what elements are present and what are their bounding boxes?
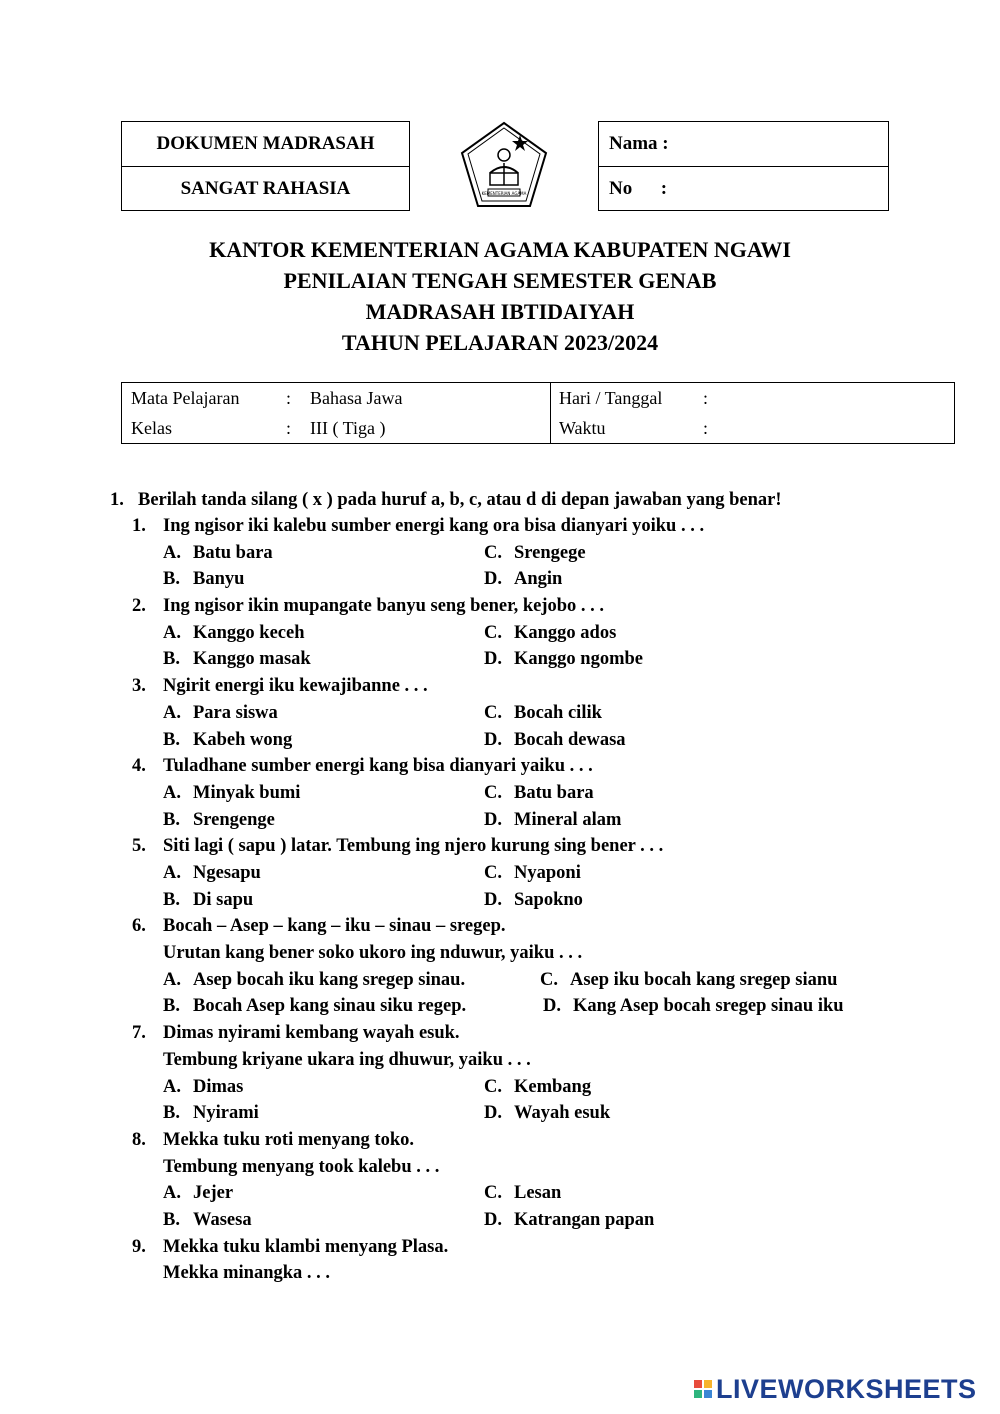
info-left-column: [122, 383, 551, 443]
instruction-text: Berilah tanda silang ( x ) pada huruf a, b, c, atau d di depan jawaban yang benar!: [138, 490, 782, 510]
option-row: [163, 1100, 892, 1127]
option-text: Nyaponi: [514, 863, 581, 884]
logo-caption: KEMENTERIAN AGAMA: [481, 191, 527, 196]
school-title: MADRASAH IBTIDAIYAH: [365, 299, 635, 324]
answer-option[interactable]: [484, 620, 616, 647]
class-colon: :: [286, 418, 292, 438]
option-letter: A.: [163, 969, 181, 990]
subject-value: Bahasa Jawa: [310, 388, 403, 408]
question-list: [132, 513, 892, 1287]
option-text: Kanggo ados: [514, 622, 617, 643]
option-letter: D.: [484, 809, 502, 830]
answer-option[interactable]: [484, 1180, 561, 1207]
answer-option[interactable]: [163, 993, 466, 1020]
answer-option[interactable]: [163, 807, 275, 834]
option-letter: C.: [484, 1076, 502, 1097]
option-text: Srengege: [514, 542, 586, 563]
answer-option[interactable]: [484, 1074, 591, 1101]
option-text: Srengenge: [193, 809, 275, 830]
option-row: [163, 860, 892, 887]
option-text: Bocah dewasa: [514, 729, 626, 750]
answer-option[interactable]: [484, 780, 594, 807]
option-text: Bocah Asep kang sinau siku regep.: [193, 996, 467, 1017]
question-item: [132, 513, 892, 593]
option-text: Asep iku bocah kang sregep sianu: [570, 969, 838, 990]
date-row: [550, 383, 954, 413]
option-text: Kang Asep bocah sregep sinau iku: [573, 996, 844, 1017]
logo-square: [704, 1390, 712, 1398]
secrecy-label: SANGAT RAHASIA: [122, 166, 409, 210]
option-letter: D.: [484, 1210, 502, 1231]
answer-option[interactable]: [163, 1180, 233, 1207]
option-letter: C.: [484, 863, 502, 884]
option-text: Banyu: [193, 569, 245, 590]
exam-title: PENILAIAN TENGAH SEMESTER GENAB: [283, 268, 717, 293]
question-text: Mekka tuku klambi menyang Plasa.: [163, 1236, 449, 1257]
option-letter: B.: [163, 809, 180, 830]
option-row: [163, 993, 892, 1020]
option-letter: A.: [163, 542, 181, 563]
option-letter: B.: [163, 649, 180, 670]
answer-options: [163, 780, 892, 833]
option-letter: A.: [163, 1076, 181, 1097]
option-letter: C.: [484, 542, 502, 563]
question-number: 5.: [132, 836, 146, 857]
answer-options: [163, 620, 892, 673]
option-text: Kanggo keceh: [193, 622, 305, 643]
option-row: [163, 1180, 892, 1207]
option-text: Di sapu: [193, 889, 254, 910]
option-text: Batu bara: [514, 782, 594, 803]
class-value: III ( Tiga ): [310, 418, 386, 438]
option-row: [163, 620, 892, 647]
answer-option[interactable]: [163, 780, 300, 807]
subject-colon: :: [286, 388, 292, 408]
ministry-emblem-logo: [460, 121, 548, 209]
option-letter: A.: [163, 702, 181, 723]
question-item: [132, 593, 892, 673]
answer-option[interactable]: [163, 620, 305, 647]
logo-square: [704, 1380, 712, 1388]
answer-option[interactable]: [484, 700, 602, 727]
class-row: [122, 413, 550, 443]
answer-option[interactable]: [484, 887, 583, 914]
answer-option[interactable]: [163, 566, 244, 593]
option-row: [163, 700, 892, 727]
year-title: TAHUN PELAJARAN 2023/2024: [341, 330, 659, 355]
subject-label: Mata Pelajaran: [131, 388, 240, 408]
info-right-column: [550, 383, 954, 443]
option-text: Bocah cilik: [514, 702, 602, 723]
option-text: Para siswa: [193, 702, 278, 723]
question-item: [132, 753, 892, 833]
answer-options: [163, 1074, 892, 1127]
option-text: Katrangan papan: [514, 1210, 655, 1231]
option-letter: A.: [163, 1183, 181, 1204]
time-row: [550, 413, 954, 443]
option-letter: B.: [163, 1103, 180, 1124]
liveworksheets-watermark: [693, 1374, 977, 1404]
question-number: 3.: [132, 676, 146, 697]
document-status-box: [121, 121, 410, 211]
option-text: Lesan: [514, 1183, 562, 1204]
option-letter: D.: [484, 1103, 502, 1124]
answer-option[interactable]: [163, 540, 273, 567]
answer-option[interactable]: [163, 967, 465, 994]
option-text: Asep bocah iku kang sregep sinau.: [193, 969, 466, 990]
answer-option[interactable]: [484, 566, 562, 593]
option-letter: D.: [484, 729, 502, 750]
question-item: [132, 1020, 892, 1127]
option-text: Kabeh wong: [193, 729, 293, 750]
option-text: Kanggo masak: [193, 649, 311, 670]
option-row: [163, 967, 892, 994]
answer-options: [163, 700, 892, 753]
document-label: DOKUMEN MADRASAH: [156, 133, 375, 154]
answer-option[interactable]: [484, 1100, 610, 1127]
question-number: 8.: [132, 1129, 146, 1150]
exam-title-block: [0, 234, 1000, 358]
answer-option[interactable]: [540, 967, 837, 994]
question-text: Ngirit energi iku kewajibanne . . .: [163, 676, 428, 697]
question-number: 4.: [132, 756, 146, 777]
answer-option[interactable]: [163, 887, 253, 914]
answer-option[interactable]: [484, 646, 643, 673]
question-text: Tuladhane sumber energi kang bisa dianyari yaiku . . .: [163, 756, 593, 777]
option-letter: C.: [484, 1183, 502, 1204]
question-item: [132, 1234, 892, 1287]
question-number: 1.: [132, 516, 146, 536]
subject-row: [122, 383, 550, 413]
answer-option[interactable]: [484, 540, 586, 567]
option-text: Jejer: [193, 1183, 234, 1204]
question-item: [132, 833, 892, 913]
answer-option[interactable]: [484, 1207, 654, 1234]
option-row: [163, 727, 892, 754]
question-number: 7.: [132, 1023, 146, 1044]
option-letter: B.: [163, 729, 180, 750]
student-identity-box: [598, 121, 889, 211]
date-colon: :: [703, 388, 709, 408]
question-text: Mekka minangka . . .: [163, 1263, 331, 1284]
option-text: Sapokno: [514, 889, 583, 910]
exam-info-table: [121, 382, 955, 444]
question-text: Siti lagi ( sapu ) latar. Tembung ing njero kurung sing bener . . .: [163, 836, 664, 857]
section-instruction: [110, 487, 782, 513]
option-row: [163, 887, 892, 914]
option-text: Ngesapu: [193, 863, 261, 884]
option-letter: C.: [484, 782, 502, 803]
option-letter: D.: [484, 649, 502, 670]
answer-option[interactable]: [163, 1100, 259, 1127]
question-text: Ing ngisor ikin mupangate banyu seng bener, kejobo . . .: [163, 596, 605, 617]
liveworksheets-icon: [693, 1379, 713, 1399]
option-text: Kanggo ngombe: [514, 649, 644, 670]
answer-options: [163, 1180, 892, 1233]
option-text: Dimas: [193, 1076, 244, 1097]
time-label: Waktu: [559, 418, 606, 438]
question-number: 6.: [132, 916, 146, 937]
option-row: [163, 1207, 892, 1234]
answer-option[interactable]: [543, 993, 844, 1020]
option-row: [163, 1074, 892, 1101]
answer-option[interactable]: [484, 860, 581, 887]
option-row: [163, 540, 892, 567]
option-letter: C.: [484, 622, 502, 643]
option-letter: B.: [163, 889, 180, 910]
answer-option[interactable]: [163, 700, 278, 727]
answer-option[interactable]: [163, 860, 261, 887]
option-text: Wasesa: [193, 1210, 252, 1231]
option-text: Mineral alam: [514, 809, 622, 830]
answer-option[interactable]: [484, 807, 621, 834]
answer-option[interactable]: [163, 646, 311, 673]
question-number: 9.: [132, 1236, 146, 1257]
watermark-text: LIVEWORKSHEETS: [716, 1373, 977, 1404]
answer-options: [163, 860, 892, 913]
option-letter: B.: [163, 569, 180, 590]
answer-option[interactable]: [163, 1074, 243, 1101]
number-field-label: No :: [599, 166, 888, 210]
option-letter: D.: [484, 569, 502, 590]
answer-option[interactable]: [484, 727, 626, 754]
question-item: [132, 1127, 892, 1234]
answer-options: [163, 540, 892, 593]
question-text: Mekka tuku roti menyang toko.: [163, 1129, 414, 1150]
name-field-label: Nama :: [609, 133, 669, 154]
question-text: Tembung kriyane ukara ing dhuwur, yaiku . . .: [163, 1049, 531, 1070]
question-text: Dimas nyirami kembang wayah esuk.: [163, 1023, 460, 1044]
question-item: [132, 673, 892, 753]
time-colon: :: [703, 418, 709, 438]
office-title: KANTOR KEMENTERIAN AGAMA KABUPATEN NGAWI: [209, 237, 791, 262]
class-label: Kelas: [131, 418, 172, 438]
option-letter: A.: [163, 622, 181, 643]
option-letter: A.: [163, 782, 181, 803]
logo-square: [694, 1380, 702, 1388]
option-text: Angin: [514, 569, 563, 590]
question-text: Urutan kang bener soko ukoro ing nduwur, yaiku . . .: [163, 943, 583, 964]
option-text: Minyak bumi: [193, 782, 301, 803]
section-number: 1.: [110, 490, 124, 510]
option-text: Nyirami: [193, 1103, 259, 1124]
option-letter: B.: [163, 996, 180, 1017]
option-letter: D.: [484, 889, 502, 910]
option-letter: C.: [484, 702, 502, 723]
question-text: Bocah – Asep – kang – iku – sinau – sregep.: [163, 916, 506, 937]
option-row: [163, 646, 892, 673]
question-text: Ing ngisor iki kalebu sumber energi kang ora bisa dianyari yoiku . . .: [163, 516, 705, 536]
option-letter: A.: [163, 863, 181, 884]
answer-option[interactable]: [163, 1207, 252, 1234]
option-letter: D.: [543, 996, 561, 1017]
answer-options: [163, 967, 892, 1020]
option-letter: B.: [163, 1210, 180, 1231]
option-text: Batu bara: [193, 542, 273, 563]
logo-square: [694, 1390, 702, 1398]
option-row: [163, 807, 892, 834]
option-text: Wayah esuk: [514, 1103, 611, 1124]
question-text: Tembung menyang took kalebu . . .: [163, 1156, 440, 1177]
option-row: [163, 566, 892, 593]
question-item: [132, 913, 892, 1020]
option-letter: C.: [540, 969, 558, 990]
date-label: Hari / Tanggal: [559, 388, 663, 408]
question-number: 2.: [132, 596, 146, 617]
answer-option[interactable]: [163, 727, 292, 754]
option-text: Kembang: [514, 1076, 592, 1097]
option-row: [163, 780, 892, 807]
